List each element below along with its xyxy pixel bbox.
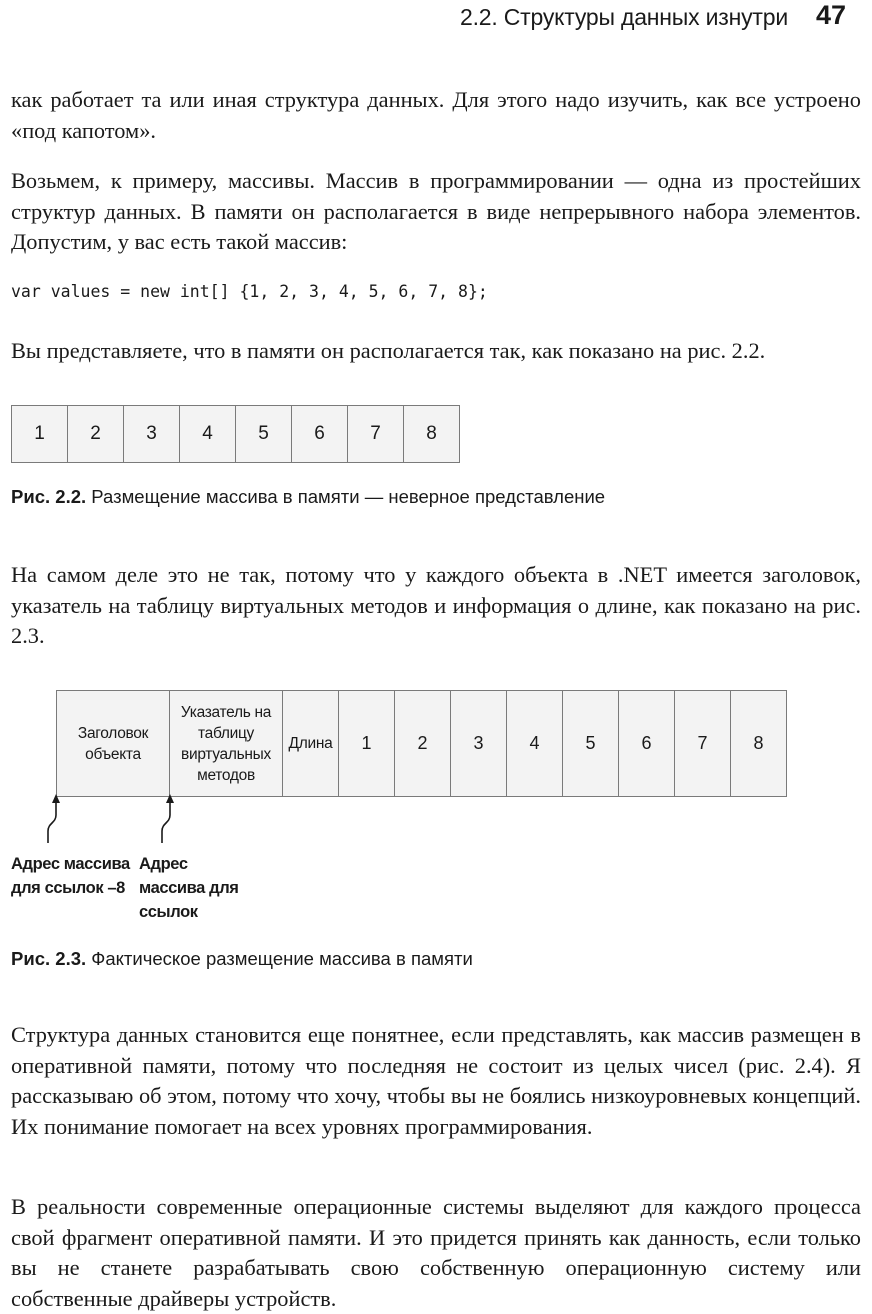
length-cell: Длина [282, 690, 339, 797]
vtable-pointer-cell: Указатель на таблицу виртуальных методов [169, 690, 283, 797]
figure-2-2-caption [11, 486, 605, 508]
figure-2-3-array [56, 690, 787, 797]
array-cell: 5 [235, 405, 292, 463]
array-cell: 5 [562, 690, 619, 797]
address-label-minus-8: Адрес массива для ссылок –8 [11, 855, 130, 897]
paragraph-4: На самом деле это не так, потому что у каждого объекта в .NET имеется заголовок, указатель на таблицу виртуальных методов и информация о длине, как показано на рис. 2.3. [11, 562, 861, 648]
figure-2-3-caption [11, 948, 473, 970]
array-cell: 4 [506, 690, 563, 797]
address-arrow-right-icon [150, 793, 190, 845]
array-cell: 4 [179, 405, 236, 463]
paragraph-5: Структура данных становится еще понятнее, если представлять, как массив размещен в оперативной памяти, потому что последняя не состоит из целых чисел (рис. 2.4). Я рассказываю об этом, потому что хочу, чтобы вы не боялись низкоуровневых концепций. Их понимание помогает на всех уровнях программирования. [11, 1022, 861, 1139]
array-cell: 6 [291, 405, 348, 463]
array-cell: 6 [618, 690, 675, 797]
object-header-cell: Заголовок объекта [56, 690, 170, 797]
figure-2-2-array [11, 405, 460, 463]
array-cell: 1 [11, 405, 68, 463]
figure-2-2-caption-label: Рис. 2.2. [11, 486, 87, 507]
paragraph-6: В реальности современные операционные системы выделяют для каждого процесса свой фрагмент оперативной памяти. И это придется принять как данность, если только вы не станете разрабатывать свою собственную операционную систему или собственные драйверы устройств. [11, 1194, 861, 1311]
running-header-title: 2.2. Структуры данных изнутри [459, 4, 788, 30]
array-cell: 7 [674, 690, 731, 797]
figure-2-3-caption-text: Фактическое размещение массива в памяти [91, 948, 473, 969]
array-cell: 8 [403, 405, 460, 463]
paragraph-1: как работает та или иная структура данных. Для этого надо изучить, как все устроено «под капотом». [11, 87, 861, 143]
figure-2-2-caption-text: Размещение массива в памяти — неверное представление [91, 486, 606, 507]
array-cell: 8 [730, 690, 787, 797]
address-arrow-left-icon [36, 793, 76, 845]
array-cell: 7 [347, 405, 404, 463]
paragraph-3: Вы представляете, что в памяти он располагается так, как показано на рис. 2.2. [11, 338, 766, 363]
paragraph-2: Возьмем, к примеру, массивы. Массив в программировании — одна из простейших структур данных. В памяти он располагается в виде непрерывного набора элементов. Допустим, у вас есть такой массив: [11, 168, 861, 254]
array-cell: 1 [338, 690, 395, 797]
address-label-array: Адрес массива для ссылок [139, 855, 239, 921]
array-cell: 3 [123, 405, 180, 463]
figure-2-3-caption-label: Рис. 2.3. [11, 948, 87, 969]
array-cell: 2 [67, 405, 124, 463]
array-cell: 3 [450, 690, 507, 797]
code-snippet: var values = new int[] {1, 2, 3, 4, 5, 6, 7, 8}; [11, 282, 488, 301]
page-number: 47 [815, 0, 846, 30]
array-cell: 2 [394, 690, 451, 797]
